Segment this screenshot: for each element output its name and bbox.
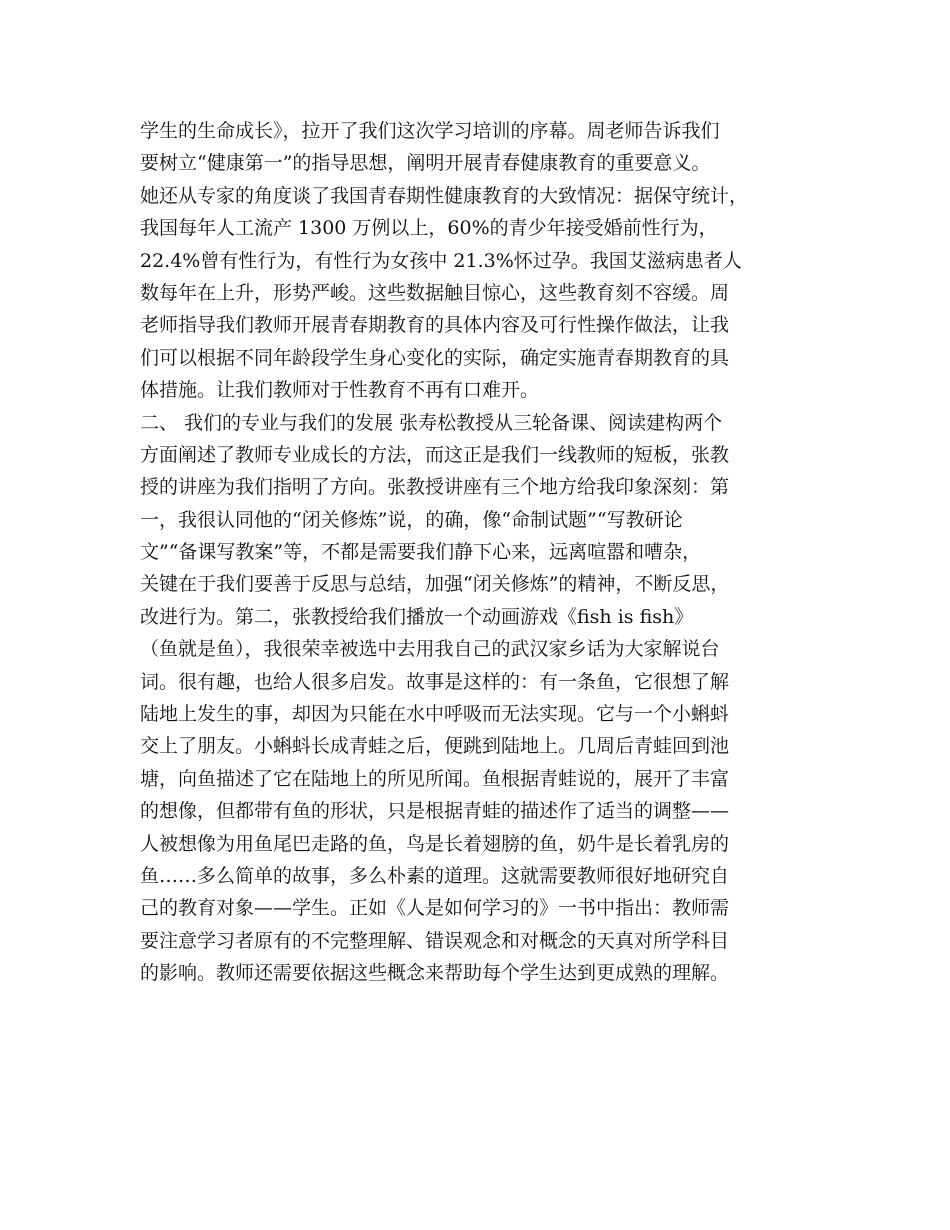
text-line: 学生的生命成长》，拉开了我们这次学习培训的序幕。周老师告诉我们 xyxy=(140,120,720,142)
text-line: 改进行为。第二，张教授给我们播放一个动画游戏《fish is fish》 xyxy=(140,605,694,628)
text-line: 方面阐述了教师专业成长的方法，而这正是我们一线教师的短板，张教 xyxy=(140,443,730,466)
text-line: 我国每年人工流产 1300 万例以上，60%的青少年接受婚前性行为， xyxy=(140,217,718,240)
text-line: 22.4%曾有性行为，有性行为女孩中 21.3%怀过孕。我国艾滋病患者人 xyxy=(140,249,742,272)
text-line: 们可以根据不同年龄段学生身心变化的实际，确定实施青春期教育的具 xyxy=(140,346,730,369)
text-line: 关键在于我们要善于反思与总结，加强“闭关修炼”的精神，不断反思， xyxy=(140,573,730,596)
text-line: 交上了朋友。小蝌蚪长成青蛙之后，便跳到陆地上。几周后青蛙回到池 xyxy=(140,735,730,758)
text-line: 她还从专家的角度谈了我国青春期性健康教育的大致情况：据保守统计， xyxy=(140,184,749,207)
section-heading-line: 二、 我们的专业与我们的发展 张寿松教授从三轮备课、阅读建构两个 xyxy=(140,411,723,434)
body-text xyxy=(140,115,820,990)
text-line: 人被想像为用鱼尾巴走路的鱼，鸟是长着翅膀的鱼，奶牛是长着乳房的 xyxy=(140,832,730,855)
text-line: 塘，向鱼描述了它在陆地上的所见所闻。鱼根据青蛙说的，展开了丰富 xyxy=(140,767,730,790)
text-line: 的影响。教师还需要依据这些概念来帮助每个学生达到更成熟的理解。 xyxy=(140,962,730,985)
text-line: 授的讲座为我们指明了方向。张教授讲座有三个地方给我印象深刻：第 xyxy=(140,476,730,499)
text-line: 要树立“健康第一”的指导思想，阐明开展青春健康教育的重要意义。 xyxy=(140,152,711,175)
text-line: 老师指导我们教师开展青春期教育的具体内容及可行性操作做法，让我 xyxy=(140,314,730,337)
text-line: （鱼就是鱼），我很荣幸被选中去用我自己的武汉家乡话为大家解说台 xyxy=(140,638,720,661)
text-line: 体措施。让我们教师对于性教育不再有口难开。 xyxy=(140,379,540,402)
text-line: 鱼……多么简单的故事，多么朴素的道理。这就需要教师很好地研究自 xyxy=(140,864,730,887)
text-line: 词。很有趣，也给人很多启发。故事是这样的：有一条鱼，它很想了解 xyxy=(140,670,730,693)
text-line: 的想像，但都带有鱼的形状，只是根据青蛙的描述作了适当的调整—— xyxy=(140,800,730,823)
text-line: 陆地上发生的事，却因为只能在水中呼吸而无法实现。它与一个小蝌蚪 xyxy=(140,703,730,726)
text-line: 数每年在上升，形势严峻。这些数据触目惊心，这些教育刻不容缓。周 xyxy=(140,281,730,304)
text-line: 己的教育对象——学生。正如《人是如何学习的》一书中指出：教师需 xyxy=(140,897,730,920)
text-line: 一，我很认同他的“闭关修炼”说，的确，像“命制试题”“写教研论 xyxy=(140,508,683,531)
text-line: 要注意学习者原有的不完整理解、错误观念和对概念的天真对所学科目 xyxy=(140,929,730,952)
text-line: 文”“备课写教案”等，不都是需要我们静下心来，远离喧嚣和嘈杂， xyxy=(140,541,702,564)
